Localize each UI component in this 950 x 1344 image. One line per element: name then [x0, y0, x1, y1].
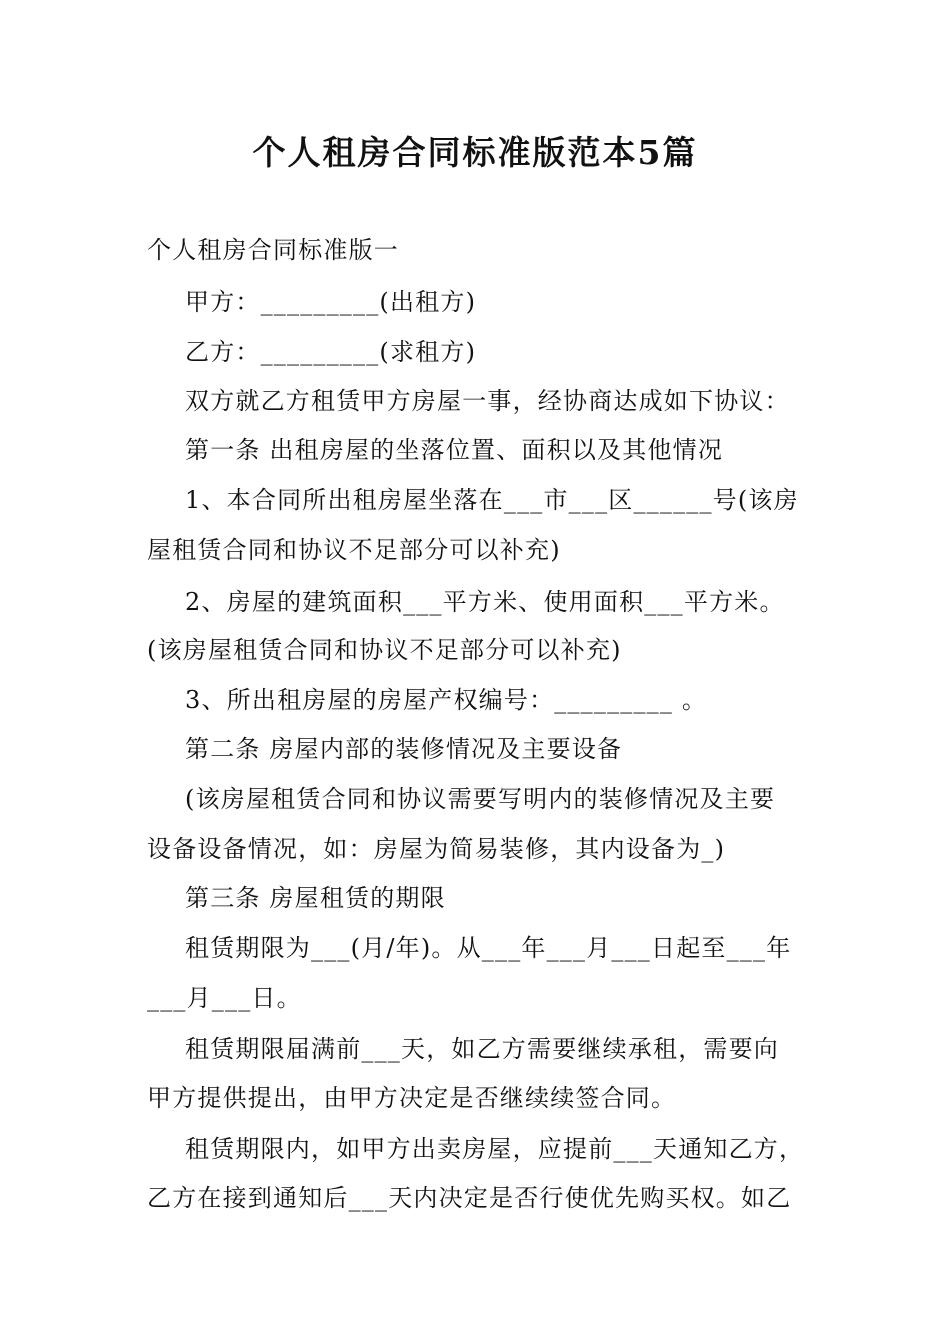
article-1-heading: 第一条 出租房屋的坐落位置、面积以及其他情况	[185, 436, 724, 464]
article-2-note-line-1: (该房屋租赁合同和协议需要写明内的装修情况及主要	[185, 785, 776, 813]
article-3-heading: 第三条 房屋租赁的期限	[185, 884, 446, 912]
lease-term-line-2: ___月___日。	[147, 984, 302, 1012]
party-a-line: 甲方：_________(出租方)	[185, 288, 477, 316]
agreement-intro: 双方就乙方租赁甲方房屋一事，经协商达成如下协议：	[185, 387, 790, 415]
sale-notice-line-2: 乙方在接到通知后___天内决定是否行使优先购买权。如乙	[147, 1184, 792, 1212]
renewal-line-2: 甲方提供提出，由甲方决定是否继续续签合同。	[147, 1084, 677, 1112]
clause-1-1-line-2: 屋租赁合同和协议不足部分可以补充)	[147, 536, 561, 564]
clause-1-3: 3、所出租房屋的房屋产权编号：_________ 。	[185, 686, 708, 714]
clause-1-1-line-1: 1、本合同所出租房屋坐落在___市___区______号(该房	[185, 486, 799, 514]
article-2-heading: 第二条 房屋内部的装修情况及主要设备	[185, 735, 623, 763]
sale-notice-line-1: 租赁期限内，如甲方出卖房屋，应提前___天通知乙方，	[185, 1135, 805, 1163]
lease-term-line-1: 租赁期限为___(月/年)。从___年___月___日起至___年	[185, 934, 792, 962]
article-2-note-line-2: 设备设备情况，如：房屋为简易装修，其内设备为_)	[147, 835, 726, 863]
clause-1-2-line-1: 2、房屋的建筑面积___平方米、使用面积___平方米。	[185, 588, 785, 616]
renewal-line-1: 租赁期限届满前___天，如乙方需要继续承租，需要向	[185, 1035, 779, 1063]
section-heading: 个人租房合同标准版一	[147, 236, 399, 264]
clause-1-2-line-2: (该房屋租赁合同和协议不足部分可以补充)	[147, 636, 622, 664]
party-b-line: 乙方：_________(求租方)	[185, 338, 477, 366]
document-title: 个人租房合同标准版范本5篇	[252, 133, 698, 172]
